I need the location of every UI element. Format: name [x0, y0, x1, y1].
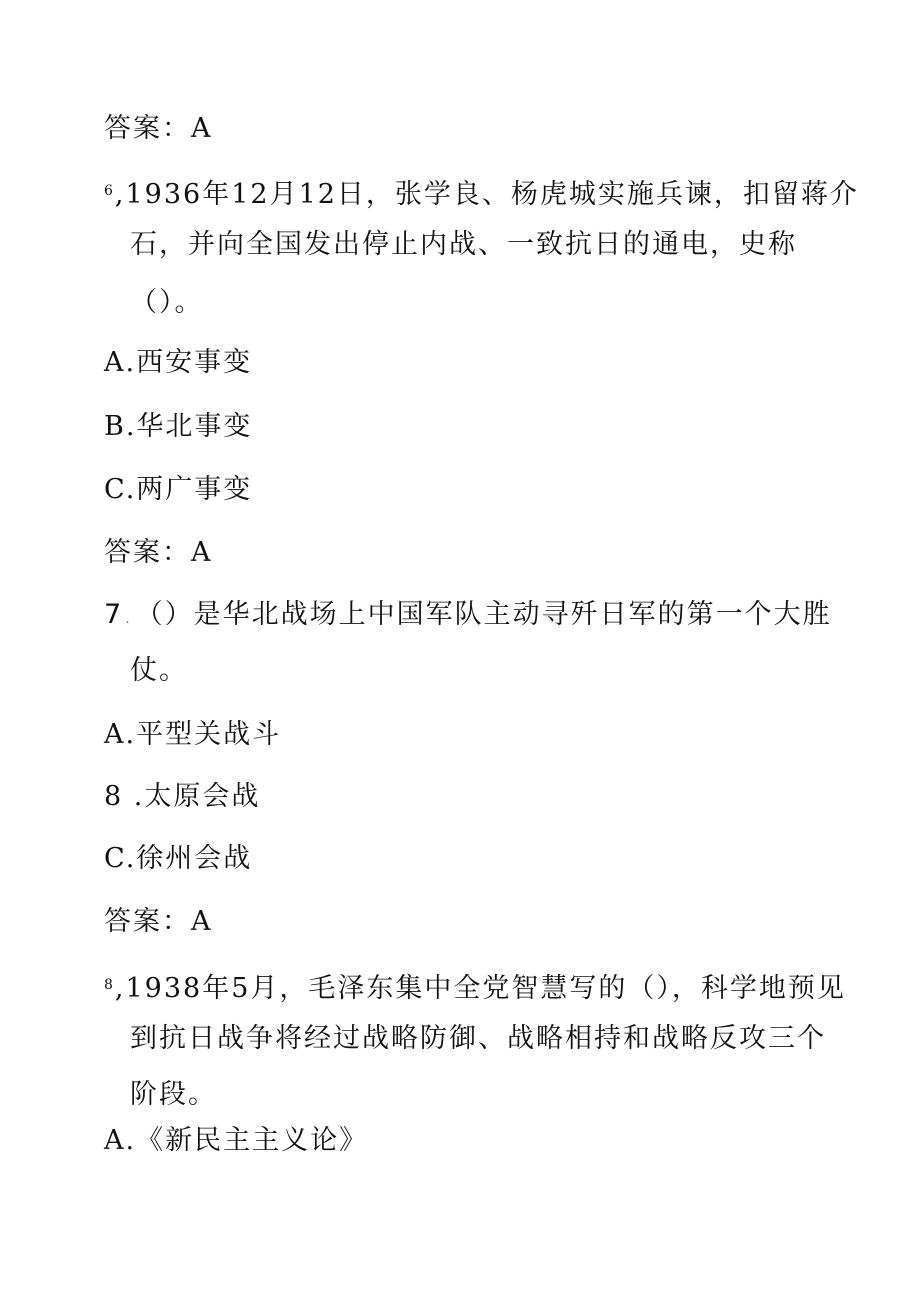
question-number: 6: [104, 183, 113, 199]
question-8-line-1: [104, 968, 846, 1006]
option-a-q6: A.西安事变: [104, 347, 253, 378]
option-c-q7: C.徐州会战: [104, 843, 253, 874]
answer-line-q5: 答案：A: [104, 113, 213, 144]
question-6-line-2: 石，并向全国发出停止内战、一致抗日的通电，史称: [130, 229, 797, 260]
option-a-q8: A.《新民主主义论》: [104, 1125, 369, 1156]
question-7-line-1: [104, 598, 832, 636]
question-7-line-2: 仗。: [130, 655, 188, 686]
question-text: ,1938年5月，毛泽东集中全党智慧写的（），科学地预见: [114, 973, 846, 1004]
answer-line-q7: 答案：A: [104, 906, 213, 937]
answer-line-q6: 答案：A: [104, 537, 213, 568]
question-text: （）是华北战场上中国军队主动寻歼日军的第一个大胜: [135, 599, 832, 630]
question-8-line-2: 到抗日战争将经过战略防御、战略相持和战略反攻三个: [130, 1023, 826, 1054]
option-a-q7: A.平型关战斗: [104, 719, 282, 750]
question-number: 8: [104, 977, 113, 993]
question-6-line-3: （）。: [130, 287, 204, 318]
question-number-dot: .: [125, 611, 130, 627]
question-text: ,1936年12月12日，张学良、杨虎城实施兵谏，扣留蒋介: [114, 179, 859, 210]
question-8-line-3: 阶段。: [130, 1079, 217, 1110]
option-b-q7: 8 .太原会战: [104, 781, 261, 812]
question-number: 7: [104, 599, 122, 630]
option-b-q6: B.华北事变: [104, 411, 253, 442]
option-c-q6: C.两广事变: [104, 474, 253, 505]
question-6-line-1: [104, 174, 859, 212]
